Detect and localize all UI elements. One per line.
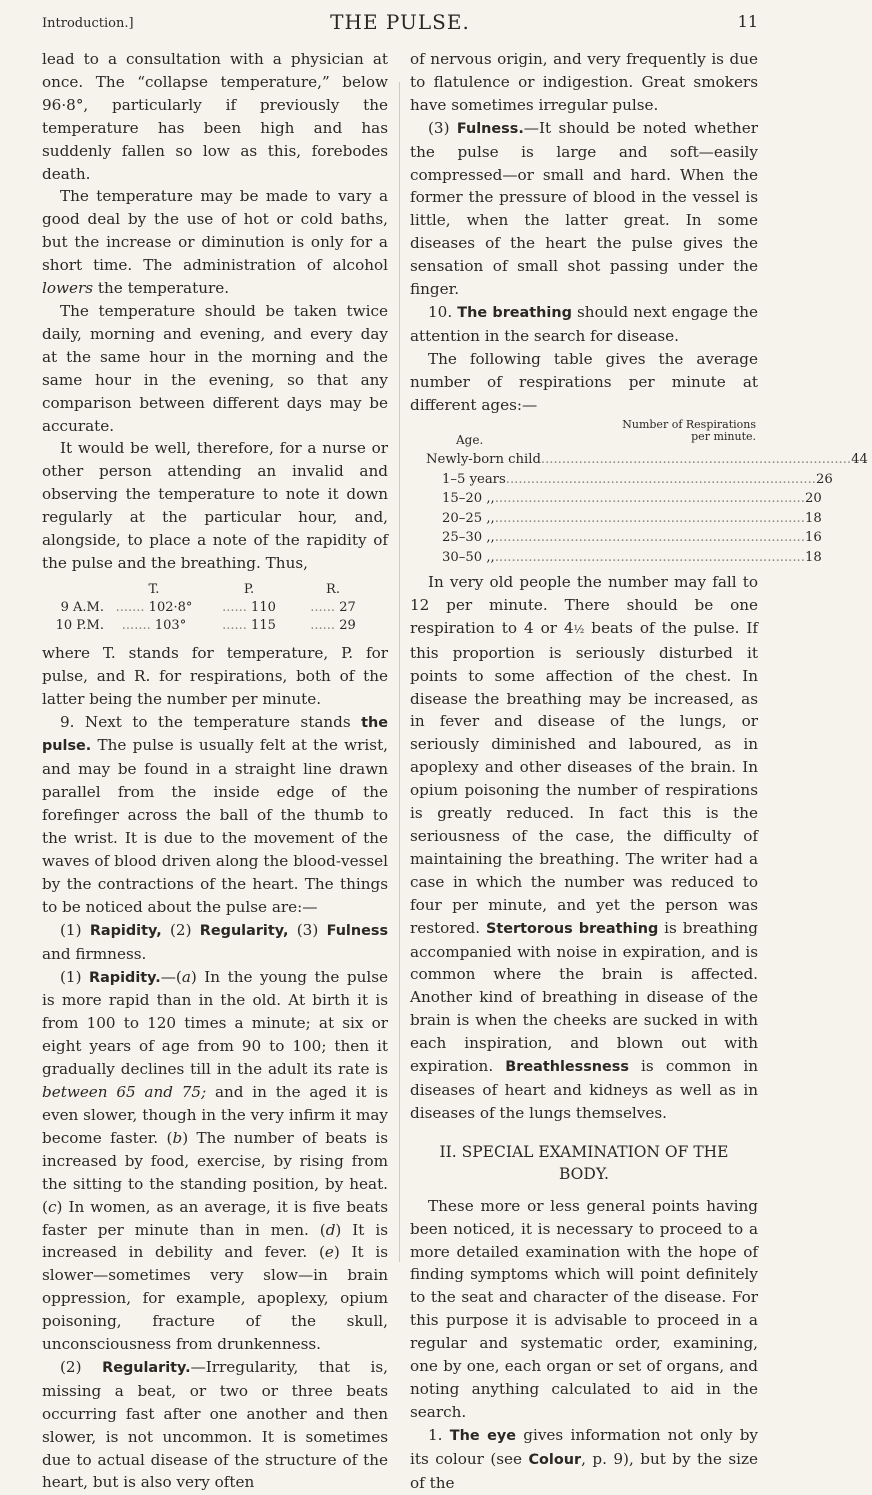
keyword: the pulse. [42,714,388,755]
column-header-pulse: P. [243,581,255,597]
paragraph: (3) Fulness.—It should be noted whether the pulse is large and soft—easily compressed—or small and hard. When the former the pressure of blood in the vessel is little, when the latter great. In some diseases of the heart the pulse gives the sensation of small shot passing under the finger. [410,118,759,299]
observation-table [42,581,370,635]
value-header-unit: per minute. [691,429,756,443]
table-row: 10 P.M. ....... 103° ...... 115 ...... 29 [55,617,356,633]
column-header-respirations: R. [326,581,340,597]
table-row: 30–50 ,, .......................................................................... 18 [442,549,822,565]
table-row: 1–5 years .......................................................................... 26 [442,471,833,487]
paragraph: 9. Next to the temperature stands the pulse. The pulse is usually felt at the wrist, and may be found in a straight line drawn parallel from the inside edge of the forefinger across the ball of the thumb to the wrist. It is due to the movement of the waves of blood driven along the blood-vessel by the contractions of the heart. The things to be noticed about the pulse are:— [42,712,388,916]
table-row: 25–30 ,, .......................................................................... 16 [442,530,822,545]
left-column [42,48,388,1494]
running-header [42,8,758,38]
paragraph: 10. The breathing should next engage the attention in the search for disease. [410,302,758,345]
table-row: 15–20 ,, .......................................................................... 20 [442,491,822,506]
right-column [410,48,868,1495]
page-title: THE PULSE. [330,10,470,34]
page-number: 11 [737,12,758,31]
column-divider [399,82,400,1262]
table-row: 9 A.M. ....... 102·8° ...... 110 ...... 27 [60,599,356,615]
paragraph: lead to a consultation with a physician at once. The “collapse temperature,” below 96·8°, particularly if previously the temperature has been high and has suddenly fallen so low as this, forebodes death. [42,50,388,183]
paragraph: (1) Rapidity.—(a) In the young the pulse is more rapid than in the old. At birth it is from 100 to 120 times a minute; at six or eight years of age from 90 to 100; then it gradually declines till in the adult its rate is between 65 and 75; and in the aged it is even slower, though in the very infirm it may become faster. (b) The number of beats is increased by food, exercise, by rising from the sitting to the standing position, by heat. (c) In women, as an average, it is five beats faster per minute than in men. (d) It is increased in debility and fever. (e) It is slower—sometimes very slow—in brain oppression, for example, apoplexy, opium poisoning, fracture of the skull, unconsciousness from drunkenness. [42,967,388,1354]
respiration-table [410,417,868,568]
table-row: 20–25 ,, .......................................................................... 18 [442,510,822,526]
column-header-temperature: T. [148,581,160,597]
paragraph: where T. stands for temperature, P. for pulse, and R. for respirations, both of the latter being the number per minute. [42,643,388,708]
paragraph: of nervous origin, and very frequently is due to flatulence or indigestion. Great smokers have sometimes irregular pulse. [410,50,758,114]
paragraph: The temperature may be made to vary a good deal by the use of hot or cold baths, but the increase or diminution is only for a short time. The administration of alcohol lowers the temperature. [42,187,388,298]
section-label: Introduction.] [42,16,134,31]
paragraph: It would be well, therefore, for a nurse or other person attending an invalid and observing the temperature to note it down regularly at the particular hour, and, alongside, to place a note of the rapidity of the pulse and the breathing. Thus, [42,439,388,572]
age-header: Age. [456,432,484,447]
value-header: Number of Respirations [622,417,756,431]
paragraph: 1. The eye gives information not only by its colour (see Colour, p. 9), but by the size of the [410,1425,759,1492]
table-row: Newly-born child .......................................................................... 44 [426,452,868,467]
paragraph: The following table gives the average number of respirations per minute at different ages:— [410,349,758,414]
paragraph: (2) Regularity.—Irregularity, that is, missing a beat, or two or three beats occurring fast after one another and then slower, is not uncommon. It is sometimes due to actual disease of the structure of the heart, but is also very often [42,1357,388,1492]
paragraph: (1) Rapidity, (2) Regularity, (3) Fulness and firmness. [42,920,389,963]
paragraph: In very old people the number may fall to 12 per minute. There should be one respiration to 4 or 4½ beats of the pulse. If this proportion is seriously disturbed it points to some affection of the chest. In disease the breathing may be increased, as in fever and disease of the lungs, or seriously diminished and laboured, as in apoplexy and other diseases of the brain. In opium poisoning the number of respirations is greatly reduced. In fact this is the seriousness of the case, the difficulty of maintaining the breathing. The writer had a case in which the number was reduced to four per minute, and yet the person was restored. Stertorous breathing is breathing accompanied with noise in expiration, and is common where the brain is affected. Another kind of breathing in disease of the brain is when the cheeks are sucked in with each inspiration, and blown out with expiration. Breathlessness is common in diseases of heart and kidneys as well as in diseases of the lungs themselves. [410,573,759,1122]
section-heading: II. SPECIAL EXAMINATION OF THE BODY. [439,1142,729,1183]
paragraph: The temperature should be taken twice daily, morning and evening, and every day at the same hour in the morning and the same hour in the evening, so that any comparison between different days may be accurate. [42,301,388,435]
paragraph: These more or less general points having been noticed, it is necessary to proceed to a more detailed examination with the hope of finding symptoms which will point definitely to the seat and character of the disease. For this purpose it is advisable to proceed in a regular and systematic order, examining, one by one, each organ or set of organs, and noting anything calculated to aid in the search. [410,1196,758,1421]
